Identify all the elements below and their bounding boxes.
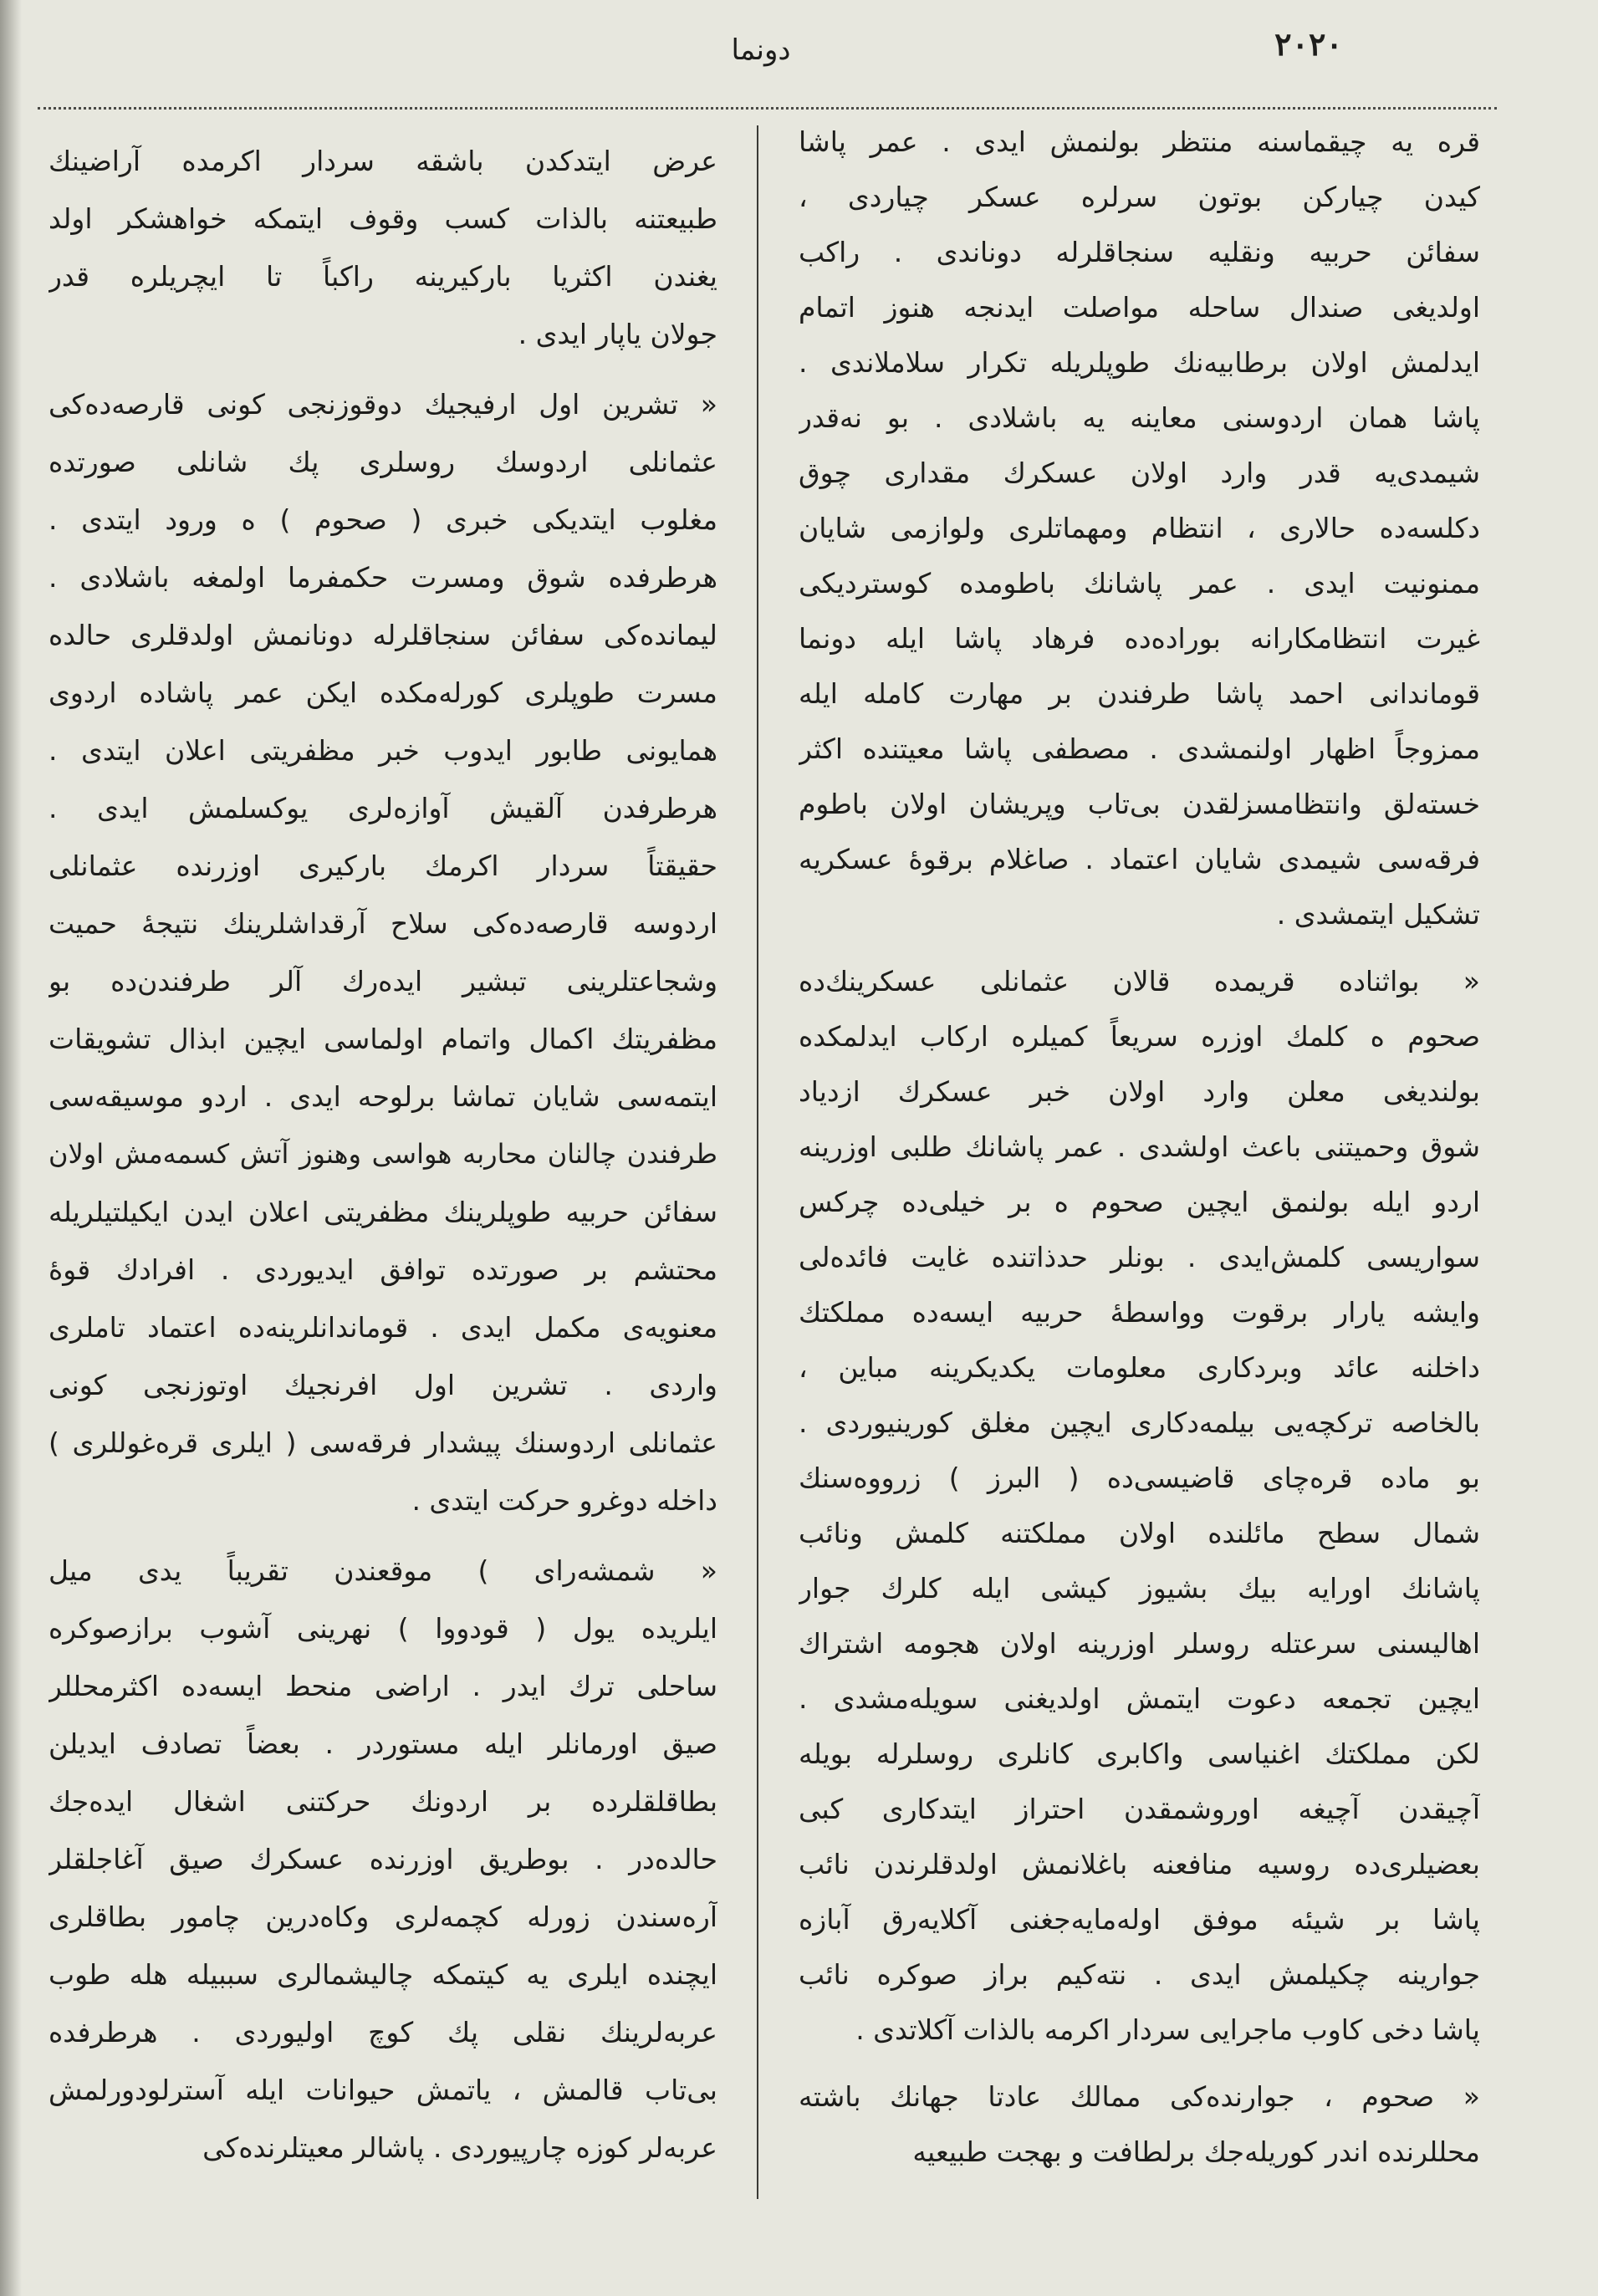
page-number: ٢٠٢٠ — [1274, 25, 1343, 63]
text-line: داخلنه عائد وبردکاری معلومات یکدیکرینه مباین ، — [799, 1351, 1480, 1384]
text-line: حالده‌در . بوطریق اوزرنده عسکرك صیق آغاجلقلر — [49, 1843, 717, 1875]
text-line: بولندیغی معلن وارد اولان خبر عسکرك ازدیاد — [799, 1075, 1480, 1108]
text-line: عربه‌لرینك نقلی پك کوچ اولیوردی . هرطرفده — [49, 2016, 717, 2049]
running-title: دونما — [731, 33, 791, 67]
right-column — [799, 115, 1480, 2180]
text-line: جولان یاپار ایدی . — [518, 318, 717, 350]
text-line: پاشا همان اردوسنی معاینه یه باشلادی . بو نه‌قدر — [799, 401, 1480, 434]
text-line: همایونی طابور ایدوب خبر مظفریتی اعلان ایتدی . — [49, 734, 717, 767]
text-line: بعضیلری‌ده روسیه منافعنه باغلانمش اولدقلرندن نائب — [799, 1848, 1480, 1880]
text-line: معنویه‌ی مکمل ایدی . قوماندانلرینه‌ده اعتماد تاملری — [49, 1311, 717, 1344]
text-line: دکلسه‌ده حالاری ، انتظام ومهماتلری ولوازمی شایان — [799, 512, 1480, 544]
text-line: محللرنده اندر کوریله‌جك برلطافت و بهجت طبیعیه — [912, 2135, 1480, 2168]
text-line: عرض ایتدکدن باشقه سردار اکرمده آراضینك — [49, 145, 717, 177]
text-line: حقیقتاً سردار اکرمك بارکیری اوزرنده عثمانلی — [49, 850, 717, 882]
text-line: بطاقلقلرده بر اردونك حرکتنی اشغال ایده‌جك — [49, 1785, 717, 1818]
text-line: قره یه چیقماسنه منتظر بولنمش ایدی . عمر پاشا — [799, 125, 1480, 158]
paragraph — [49, 375, 717, 1529]
text-line: ممنونیت ایدی . عمر پاشانك باطومده کوستردیکی — [799, 567, 1480, 600]
text-line: وشجاعتلرینی تبشیر ایده‌رك آلر طرفندن‌ده بو — [49, 965, 717, 997]
column-divider — [757, 125, 758, 2199]
text-line: وایشه یارار برقوت وواسطهٔ حربیه ایسه‌ده مملکتك — [799, 1296, 1480, 1329]
header-dotted-rule — [38, 107, 1497, 110]
text-line: آره‌سندن زورله کچمه‌لری وکاه‌درین چامور بطاقلری — [49, 1901, 717, 1933]
text-line: عثمانلی اردوسنك پیشدار فرقه‌سی ( ایلری قره‌غوللری ) — [49, 1426, 717, 1459]
text-line: مسرت طوپلری کورله‌مکده ایکن عمر پاشاده اردوی — [49, 676, 717, 709]
paragraph — [49, 1542, 717, 2176]
text-line: هرطرفدن آلقیش آوازه‌لری یوکسلمش ایدی . — [49, 792, 717, 824]
text-line: شوق وحمیتنی باعث اولشدی . عمر پاشانك طلبی اوزرینه — [799, 1130, 1480, 1163]
text-line: ایلریده یول ( قودووا ) نهرینی آشوب برازصوکره — [49, 1612, 717, 1645]
text-line: قوماندانی احمد پاشا طرفندن بر مهارت کامله ایله — [799, 677, 1480, 710]
text-line: جوارینه چکیلمش ایدی . نته‌کیم براز صوکره نائب — [799, 1958, 1480, 1991]
text-line: بی‌تاب قالمش ، یاتمش حیوانات ایله آسترلودورلمش — [49, 2074, 717, 2106]
paragraph — [799, 115, 1480, 942]
text-line: ایدلمش اولان برطابیه‌نك طوپلریله تکرار سلاملاندی . — [799, 346, 1480, 379]
text-line: شیمدی‌یه قدر وارد اولان عسکرك مقداری چوق — [799, 457, 1480, 489]
text-line: مظفریتك اکمال واتمام اولماسی ایچین ابذال تشویقات — [49, 1023, 717, 1055]
paragraph — [49, 132, 717, 363]
text-line: سفائن حربیه طوپلرینك مظفریتی اعلان ایدن ایکیلتیلریله — [49, 1196, 717, 1228]
left-column — [49, 132, 717, 2176]
text-line: عربه‌لر کوزه چارپیوردی . پاشالر معیتلرنده‌کی — [202, 2131, 717, 2164]
text-line: بو ماده قره‌چای قاضیسی‌ده ( البرز ) زرووه‌سنك — [799, 1462, 1480, 1494]
text-line: طبیعتنه بالذات کسب وقوف ایتمکه خواهشکر اولد — [49, 202, 717, 235]
text-line: یغندن اکثریا بارکیرینه راکباً تا ایچریلره قدر — [49, 260, 717, 293]
text-line: ایچنده ایلری یه کیتمکه چالیشمالری سببیله هله طوب — [49, 1958, 717, 1991]
text-line: ممزوجاً اظهار اولنمشدی . مصطفی پاشا معیتنده اکثر — [799, 732, 1480, 765]
text-line: فرقه‌سی شیمدی شایان اعتماد . صاغلام برقوهٔ عسکریه — [799, 843, 1480, 875]
text-line: اولدیغی صندال ساحله مواصلت ایدنجه هنوز اتمام — [799, 291, 1480, 324]
text-line: لیمانده‌کی سفائن سنجاقلرله دونانمش اولدقلری حالده — [49, 619, 717, 651]
text-line: صیق اورمانلر ایله مستوردر . بعضاً تصادف ایدیلن — [49, 1727, 717, 1760]
text-line: پاشا دخی کاوب ماجرایی سردار اکرمه بالذات آکلاتدی . — [855, 2013, 1480, 2046]
text-line: کیدن چیارکن بوتون سرلره عسکر چیاردی ، — [799, 181, 1480, 213]
text-line: لکن مملکتك اغنیاسی واکابری کانلری روسلرله بویله — [799, 1737, 1480, 1770]
text-line: هرطرفده شوق ومسرت حکمفرما اولمغه باشلادی . — [49, 561, 717, 594]
text-line: مغلوب ایتدیکی خبری ( صحوم ) ه ورود ایتدی . — [49, 503, 717, 536]
text-line: ساحلی ترك ایدر . اراضی منحط ایسه‌ده اکثرمحللر — [49, 1670, 717, 1702]
text-line: واردی . تشرین اول افرنجیك اوتوزنجی کونی — [49, 1369, 717, 1401]
text-line: « صحوم ، جوارنده‌کی ممالك عادتا جهانك باشته — [799, 2080, 1480, 2113]
text-line: پاشا بر شیئه موفق اوله‌مایه‌جغنی آکلایه‌رق آبازه — [799, 1903, 1480, 1936]
text-line: اهالیسنی سرعتله روسلر اوزرینه اولان هجومه اشتراك — [799, 1627, 1480, 1660]
text-line: « تشرین اول ارفیجیك دوقوزنجی کونی قارصه‌ده‌کی — [49, 388, 717, 421]
text-line: طرفندن چالنان محاربه هواسی وهنوز آتش کسمه‌مش اولان — [49, 1138, 717, 1170]
text-line: داخله دوغرو حرکت ایتدی . — [411, 1484, 717, 1517]
text-line: ایچین تجمعه دعوت ایتمش اولدیغنی سویله‌مشدی . — [799, 1682, 1480, 1715]
scan-edge-shadow — [0, 0, 22, 2296]
text-line: اردوسه قارصه‌ده‌کی سلاح آرقداشلرینك نتیجهٔ حمیت — [49, 907, 717, 940]
paragraph — [799, 954, 1480, 2058]
text-line: آچیقدن آچیغه اوروشمقدن احتراز ایتدکاری کبی — [799, 1793, 1480, 1825]
text-line: ایتمه‌سی شایان تماشا برلوحه ایدی . اردو موسیقه‌سی — [49, 1080, 717, 1113]
text-line: غیرت انتظامکارانه بوراده‌ده فرهاد پاشا ایله دونما — [799, 622, 1480, 655]
text-line: شمال سطح مائلنده اولان مملکتنه کلمش ونائب — [799, 1517, 1480, 1549]
text-line: تشکیل ایتمشدی . — [1276, 898, 1480, 931]
text-line: پاشانك اورایه بیك بشیوز کیشی ایله کلرك جوار — [799, 1572, 1480, 1605]
paragraph — [799, 2069, 1480, 2180]
text-line: سواریسی کلمش‌ایدی . بونلر حدذاتنده غایت فائده‌لی — [799, 1241, 1480, 1273]
text-line: محتشم بر صورتده توافق ایدیوردی . افرادك قوهٔ — [49, 1253, 717, 1286]
text-line: « شمشه‌رای ) موقعندن تقریباً یدی میل — [49, 1554, 717, 1587]
text-line: خسته‌لق وانتظامسزلقدن بی‌تاب وپریشان اولان باطوم — [799, 788, 1480, 820]
text-line: صحوم ه کلمك اوزره سریعاً کمیلره ارکاب ایدلمکده — [799, 1020, 1480, 1053]
text-line: اردو ایله بولنمق ایچین صحوم ه بر خیلی‌ده چرکس — [799, 1186, 1480, 1218]
text-line: بالخاصه ترکچه‌یی بیلمه‌دکاری ایچین مغلق کورینیوردی . — [799, 1406, 1480, 1439]
text-line: « بواثناده قریمده قالان عثمانلی عسکرینك‌ده — [799, 965, 1480, 997]
text-line: عثمانلی اردوسك روسلری پك شانلی صورتده — [49, 446, 717, 478]
text-line: سفائن حربیه ونقلیه سنجاقلرله دوناندی . راکب — [799, 236, 1480, 268]
